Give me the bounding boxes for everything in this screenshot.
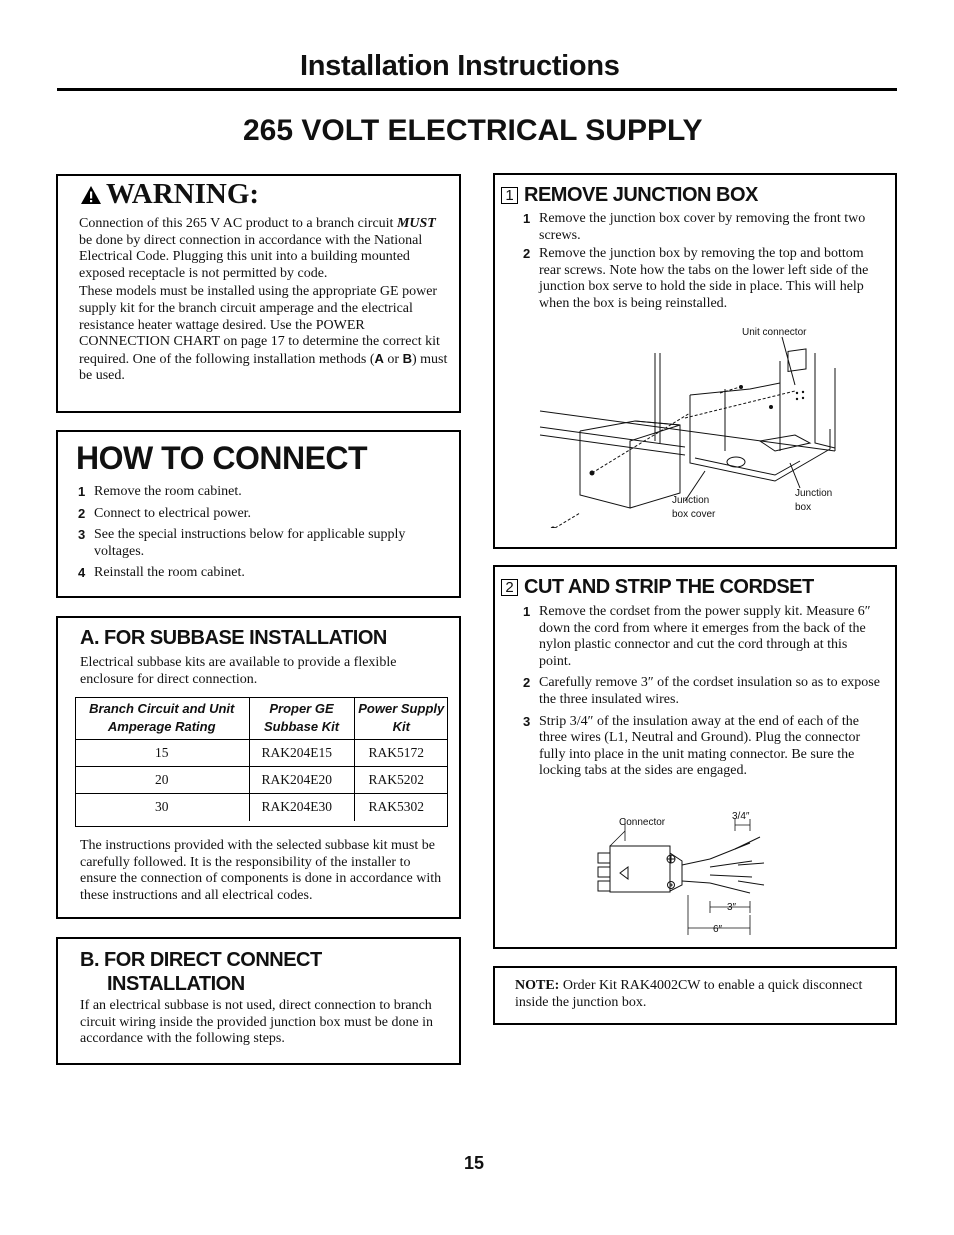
- list-item: [523, 211, 878, 244]
- list-item: [78, 527, 453, 560]
- label-junction-box-2: box: [795, 502, 812, 513]
- step-text: Remove the junction box by removing the top and bottom rear screws. Note how the tabs on the lower left side of the junction box serve to hold the side in place. This will help when the box is being reinstalled.: [539, 246, 869, 311]
- table-cell: RAK5202: [354, 767, 448, 794]
- step-number: 3: [78, 527, 86, 543]
- remove-junction-box-section: [493, 173, 897, 549]
- table-cell: 15: [75, 740, 249, 767]
- subbase-heading: A. FOR SUBBASE INSTALLATION: [80, 627, 387, 649]
- table-cell: RAK5302: [354, 794, 448, 821]
- step-number: 4: [78, 565, 86, 581]
- warning-p2-end: ) must be used.: [79, 351, 448, 384]
- column-header: Power Supply Kit: [354, 697, 448, 740]
- label-junction-cover-1: Junction: [672, 495, 710, 506]
- how-to-connect-title: HOW TO CONNECT: [76, 440, 368, 476]
- list-item: [78, 506, 453, 523]
- warning-paragraph-2: [79, 284, 451, 385]
- step-number: 3: [523, 713, 531, 729]
- page-header: Installation Instructions: [300, 50, 620, 82]
- note-box: [493, 966, 897, 1025]
- column-header: Branch Circuit and Unit Amperage Rating: [75, 697, 249, 740]
- list-item: [523, 675, 883, 708]
- step-number: 1: [78, 484, 86, 499]
- table-row: [75, 767, 448, 794]
- note-label: NOTE:: [515, 978, 560, 993]
- step-number: 1: [523, 604, 531, 619]
- how-to-connect-steps: [78, 484, 453, 587]
- step2-heading: [501, 576, 814, 599]
- warning-triangle-icon: [80, 185, 102, 205]
- list-item: [523, 246, 878, 312]
- warning-box: [56, 174, 461, 413]
- note-text: [515, 978, 875, 1011]
- step2-title: CUT AND STRIP THE CORDSET: [524, 576, 814, 598]
- column-header: Proper GE Subbase Kit: [249, 697, 354, 740]
- table-cell: 20: [75, 767, 249, 794]
- warning-method-b: B: [402, 350, 412, 366]
- table-header-row: [75, 697, 448, 740]
- subbase-note: The instructions provided with the selected subbase kit must be carefully followed. It is the responsibility of the installer to ensure the connection of components is done in accordance with these instructions and all electrical codes.: [80, 838, 442, 903]
- warning-p2-start: These models must be installed using the appropriate GE power supply kit for the branch circuit amperage and the electrical resistance heater wattage desired. Use the POWER CONNECTION CHART on page 17 to determine the correct kit required. One of the following installation methods (: [79, 284, 440, 367]
- warning-p2-or: or: [383, 351, 403, 367]
- label-junction-box-1: Junction: [795, 488, 833, 499]
- label-connector: Connector: [619, 817, 666, 828]
- table-cell: RAK204E30: [249, 794, 354, 821]
- label-junction-cover-2: box cover: [672, 509, 716, 520]
- table-row: [75, 740, 448, 767]
- list-item: [78, 484, 453, 501]
- cut-strip-cordset-section: [493, 565, 897, 949]
- cordset-illustration: [570, 811, 770, 941]
- warning-emphasis-must: MUST: [396, 216, 436, 231]
- table-cell: RAK204E15: [249, 740, 354, 767]
- direct-connect-heading: [80, 948, 322, 996]
- warning-p1-end: be done by direct connection in accordance with the National Electrical Code. Plugging this unit into a building mounted exposed receptacle is not permitted by code.: [79, 232, 423, 281]
- table-cell: 30: [155, 799, 169, 815]
- subbase-kit-table: [75, 697, 448, 821]
- step-number: 2: [523, 675, 531, 691]
- table-row: [75, 794, 448, 821]
- table-cell: RAK5172: [354, 740, 448, 767]
- label-three-quarter-inch: 3/4″: [732, 811, 750, 822]
- direct-heading-line-1: B. FOR DIRECT CONNECT: [80, 949, 322, 971]
- subbase-intro: Electrical subbase kits are available to provide a flexible enclosure for direct connection.: [80, 655, 397, 687]
- list-item: [523, 604, 883, 670]
- warning-method-a: A: [374, 350, 384, 366]
- direct-heading-line-2: INSTALLATION: [107, 973, 245, 995]
- step-text: Remove the junction box cover by removing the front two screws.: [539, 211, 866, 243]
- step-text: See the special instructions below for applicable supply voltages.: [94, 527, 406, 559]
- header-rule: [57, 88, 897, 91]
- step-text: Remove the room cabinet.: [94, 484, 242, 499]
- label-unit-connector: Unit connector: [742, 327, 807, 338]
- warning-heading: [80, 178, 259, 211]
- step-text: Reinstall the room cabinet.: [94, 565, 245, 581]
- page-title: 265 VOLT ELECTRICAL SUPPLY: [243, 114, 703, 147]
- table-cell: RAK204E20: [249, 767, 354, 794]
- step2-number-badge: 2: [501, 579, 518, 596]
- direct-connect-text: If an electrical subbase is not used, direct connection to branch circuit wiring inside the provided junction box must be done in accordance with the following steps.: [80, 998, 434, 1047]
- subbase-installation-box: [56, 616, 461, 919]
- page-number: 15: [464, 1153, 485, 1173]
- step-text: Remove the cordset from the power supply kit. Measure 6″ down the cord from where it emerges from the back of the nylon plastic connector and cut the cord through at this point.: [539, 604, 871, 669]
- step-text: Strip 3/4″ of the insulation away at the end of each of the three wires (L1, Neutral and Ground). Plug the connector fully into place in the unit mating connector. Be sure the locking tabs at the sides are engaged.: [539, 713, 861, 779]
- step-number: 2: [78, 505, 86, 521]
- warning-p1-start: Connection of this 265 V AC product to a branch circuit: [79, 216, 397, 231]
- label-six-inch: 6″: [713, 924, 723, 935]
- note-body: Order Kit RAK4002CW to enable a quick disconnect inside the junction box.: [515, 978, 863, 1010]
- step1-title: REMOVE JUNCTION BOX: [524, 184, 758, 206]
- label-three-inch: 3″: [727, 902, 737, 913]
- step-number: 2: [523, 246, 531, 262]
- warning-text: [79, 216, 451, 385]
- direct-connect-box: [56, 937, 461, 1065]
- step-text: Connect to electrical power.: [94, 505, 252, 521]
- step2-instructions: [523, 604, 883, 785]
- list-item: [523, 714, 883, 780]
- warning-title: WARNING:: [106, 178, 260, 210]
- warning-paragraph-1: [79, 216, 451, 282]
- step1-number-badge: 1: [501, 187, 518, 204]
- step-number: 1: [523, 211, 531, 226]
- step1-instructions: [523, 211, 878, 315]
- junction-box-illustration: [535, 323, 875, 528]
- step1-heading: [501, 184, 758, 207]
- step-text: Carefully remove 3″ of the cordset insulation so as to expose the three insulated wires.: [539, 675, 880, 707]
- how-to-connect-box: [56, 430, 461, 598]
- list-item: [78, 565, 453, 582]
